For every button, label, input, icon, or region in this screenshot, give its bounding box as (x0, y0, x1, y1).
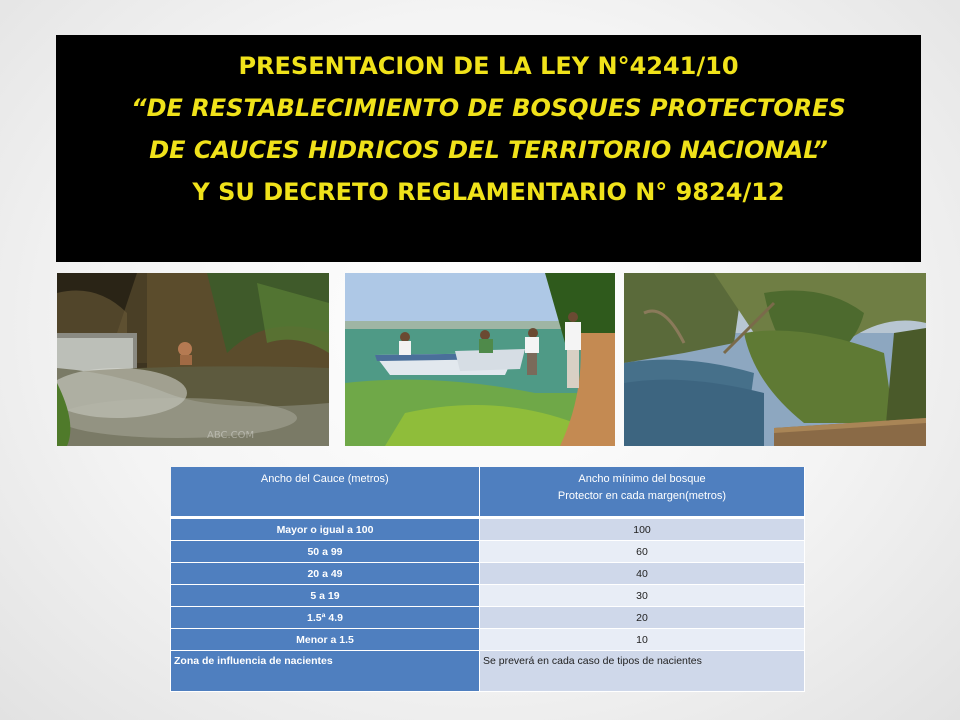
forest-width-table (170, 467, 805, 692)
header-bosque (480, 467, 805, 518)
slide-title (56, 35, 921, 262)
cell-bosque: Se preverá en cada caso de tipos de nacientes (480, 651, 805, 692)
table-row (171, 629, 805, 651)
header-bosque-line-1: Ancho mínimo del bosque (578, 473, 706, 485)
cell-bosque: 10 (480, 629, 805, 651)
cell-bosque: 100 (480, 518, 805, 541)
table-row (171, 651, 805, 692)
cell-cauce: Mayor o igual a 100 (171, 518, 480, 541)
watermark-text: ABC.COM (207, 430, 255, 441)
table-row (171, 563, 805, 585)
cell-bosque: 40 (480, 563, 805, 585)
title-line-3: DE CAUCES HIDRICOS DEL TERRITORIO NACIONAL” (149, 136, 828, 164)
cell-cauce: Zona de influencia de nacientes (171, 651, 480, 692)
cell-cauce: 50 a 99 (171, 541, 480, 563)
cell-cauce: 20 a 49 (171, 563, 480, 585)
cell-bosque: 20 (480, 607, 805, 629)
cell-cauce: Menor a 1.5 (171, 629, 480, 651)
table-row (171, 541, 805, 563)
cell-bosque: 60 (480, 541, 805, 563)
header-cauce: Ancho del Cauce (metros) (171, 467, 480, 518)
table-header-row (171, 467, 805, 518)
photo-drain-outflow (57, 273, 329, 446)
table-row (171, 518, 805, 541)
photo-boat-shore (345, 273, 615, 446)
header-bosque-line-2: Protector en cada margen(metros) (557, 490, 727, 502)
title-line-1: PRESENTACION DE LA LEY N°4241/10 (238, 52, 739, 80)
cell-cauce: 1.5ª 4.9 (171, 607, 480, 629)
cell-bosque: 30 (480, 585, 805, 607)
table-row (171, 585, 805, 607)
title-line-4: Y SU DECRETO REGLAMENTARIO N° 9824/12 (192, 178, 785, 206)
title-line-2: “DE RESTABLECIMIENTO DE BOSQUES PROTECTORES (131, 94, 846, 122)
photo-river-forest (624, 273, 926, 446)
cell-cauce: 5 a 19 (171, 585, 480, 607)
table-row (171, 607, 805, 629)
